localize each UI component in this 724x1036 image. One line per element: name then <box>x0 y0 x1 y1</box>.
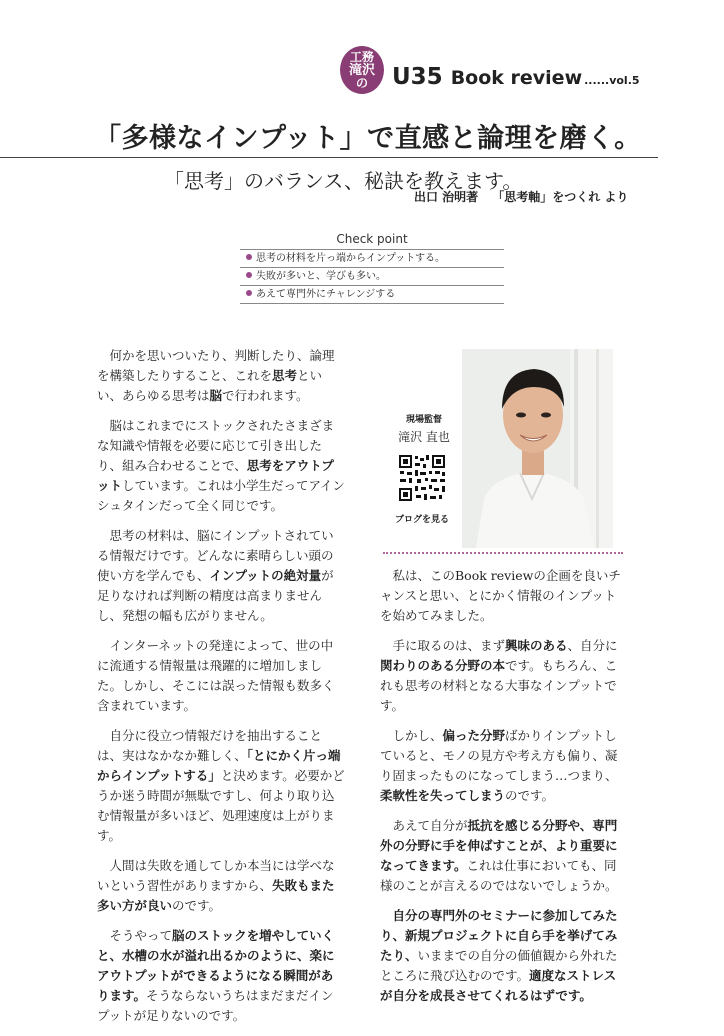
article-left-column <box>97 346 345 1036</box>
series-name: Book review <box>450 67 583 89</box>
paragraph: 手に取るのは、まず興味のある、自分に関わりのある分野の本です。もちろん、これも思考の材料となる大事なインプットです。 <box>380 638 618 713</box>
bullet-dot-icon <box>246 272 252 278</box>
paragraph: 脳はこれまでにストックされたさまざまな知識や情報を必要に応じて引き出したり、組み合わせることで、思考をアウトプットしています。これは小学生だってアインシュタインだって全く同じです。 <box>97 418 345 513</box>
paragraph: そうやって脳のストックを増やしていくと、水槽の水が溢れ出るかのように、楽にアウトプットができるようになる瞬間があります。そうならないうちはまだまだインプットが足りないのです。 <box>97 928 335 1023</box>
check-point-item <box>240 285 504 304</box>
article-right-column <box>380 566 628 1016</box>
blog-link[interactable]: ブログを見る <box>394 515 449 525</box>
paragraph: 自分に役立つ情報だけを抽出することは、実はなかなか難しく、「とにかく片っ端からインプットする」と決めます。必要かどうか迷う時間が無駄ですし、何より取り込む情報量が多いほど、処理速度は上がります。 <box>97 728 345 843</box>
bullet-dot-icon <box>246 290 252 296</box>
paragraph: 人間は失敗を通してしか本当には学べないという習性がありますから、失敗もまた多い方が良いのです。 <box>97 858 335 913</box>
paragraph: あえて自分が抵抗を感じる分野や、専門外の分野に手を伸ばすことが、より重要になってきます。これは仕事においても、同様のことが言えるのではないでしょうか。 <box>380 818 618 893</box>
book-title: 「思考軸」をつくれ より <box>492 190 629 204</box>
portrait-image <box>462 349 613 548</box>
check-point-item <box>240 249 504 267</box>
check-point-text: 失敗が多いと、学びも多い。 <box>256 271 386 282</box>
supervisor-role: 現場監督 <box>405 415 442 425</box>
check-point-text: あえて専門外にチャレンジする <box>256 289 396 300</box>
series-volume: ......vol.5 <box>584 74 640 87</box>
bullet-dot-icon <box>246 254 252 260</box>
paragraph: 思考の材料は、脳にインプットされている情報だけです。どんなに素晴らしい頭の使い方を学んでも、インプットの絶対量が足りなければ判断の精度は高まりませんし、発想の幅も広がりません。 <box>97 528 334 623</box>
page-title: 「多様なインプット」で直感と論理を磨く。 <box>94 123 642 154</box>
blog-qr-code[interactable] <box>398 454 446 502</box>
check-point-title: Check point <box>336 232 408 246</box>
badge-line-1: 工務 <box>349 49 374 64</box>
supervisor-name: 滝沢 直也 <box>398 430 450 444</box>
paragraph: 自分の専門外のセミナーに参加してみたり、新規プロジェクトに自ら手を挙げてみたり、いままでの自分の価値観から外れたところに飛び込むのです。適度なストレスが自分を成長させてくれるはずです。 <box>380 908 618 1003</box>
series-code: U35 <box>392 64 443 90</box>
paragraph: 私は、このBook reviewの企画を良いチャンスと思い、とにかく情報のインプットを始めてみました。 <box>380 568 621 623</box>
series-heading <box>392 64 640 90</box>
series-logo-badge <box>340 46 384 94</box>
check-point-item <box>240 267 504 285</box>
qr-code-icon <box>398 454 446 502</box>
section-divider <box>383 552 623 554</box>
paragraph: 何かを思いついたり、判断したり、論理を構築したりすること、これを思考といい、あらゆる思考は脳で行われます。 <box>97 348 335 403</box>
badge-line-3: の <box>355 75 368 90</box>
paragraph: インターネットの発達によって、世の中に流通する情報量は飛躍的に増加しました。しかし、そこには誤った情報も数多く含まれています。 <box>97 638 335 713</box>
supervisor-photo <box>462 349 613 548</box>
title-divider <box>0 157 658 158</box>
check-point-list <box>240 249 504 304</box>
page-subtitle: 「思考」のバランス、秘訣を教えます。 <box>164 169 523 193</box>
paragraph: しかし、偏った分野ばかりインプットしていると、モノの見方や考え方も偏り、凝り固まったものになってしまう…つまり、柔軟性を失ってしまうのです。 <box>380 728 618 803</box>
badge-line-2: 滝沢 <box>348 62 375 78</box>
check-point-text: 思考の材料を片っ端からインプットする。 <box>256 253 445 264</box>
book-source <box>414 188 628 205</box>
book-author: 出口 治明著 <box>414 190 479 204</box>
